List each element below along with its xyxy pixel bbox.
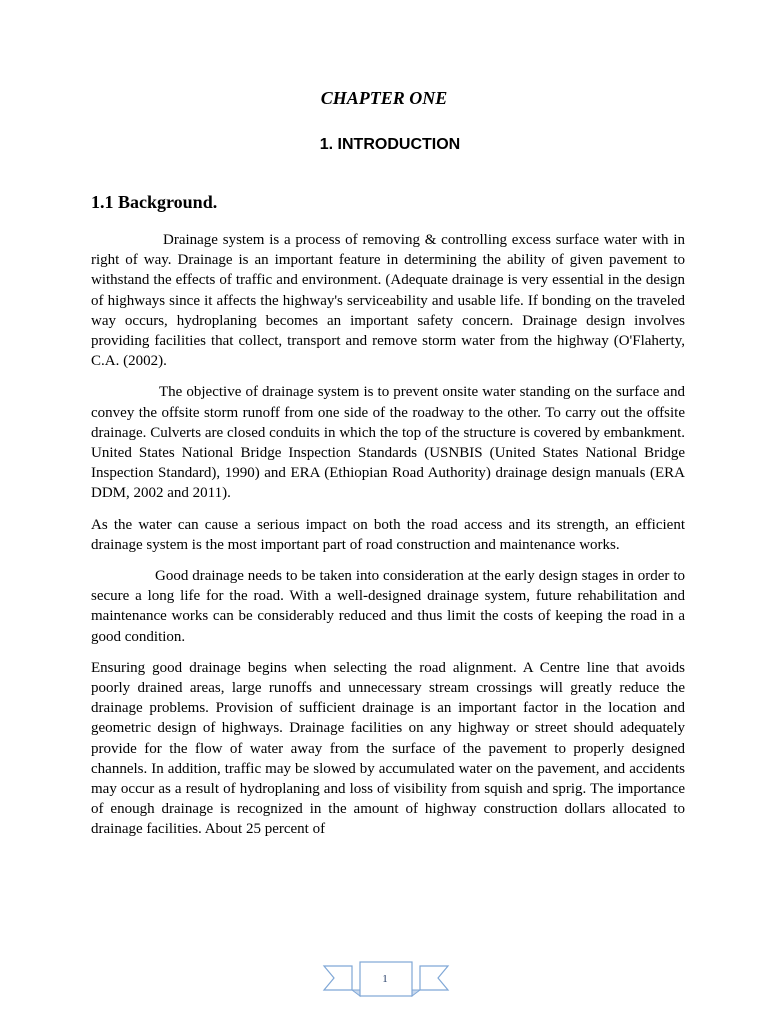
page-number: 1 <box>382 973 388 985</box>
paragraph: Drainage system is a process of removing & controlling excess surface water with in right of way. Drainage is an important feature in determining the ability of given pavement to withstand the effects of traffic and environment. (Adequate drainage is very essential in the design of highways since it affects the highway's serviceability and usable life. If bonding on the traveled way occurs, hydroplaning becomes an important safety concern. Drainage design involves providing facilities that collect, transport and remove storm water from the highway (O'Flaherty, C.A. (2002). <box>91 232 685 370</box>
paragraph: The objective of drainage system is to prevent onsite water standing on the surface and convey the offsite storm runoff from one side of the roadway to the other. To carry out the offsite drainage. Culverts are closed conduits in which the top of the structure is covered by embankment. United States National Bridge Inspection Standards (USNBIS (United States National Bridge Inspection Standard), 1990) and ERA (Ethiopian Road Authority) drainage design manuals (ERA DDM, 2002 and 2011). <box>91 384 685 502</box>
chapter-title: CHAPTER ONE <box>320 88 448 108</box>
subsection-heading: 1.1 Background. <box>91 192 218 212</box>
paragraph: Ensuring good drainage begins when selecting the road alignment. A Centre line that avoids poorly drained areas, large runoffs and unnecessary stream crossings will greatly reduce the drainage problems. Provision of sufficient drainage is an important factor in the location and geometric design of highways. Drainage facilities on any highway or street should adequately provide for the flow of water away from the surface of the pavement to properly designed channels. In addition, traffic may be slowed by accumulated water on the pavement, and accidents may occur as a result of hydroplaning and loss of visibility from squish and sprig. The importance of enough drainage is recognized in the amount of highway construction dollars allocated to drainage facilities. About 25 percent of <box>91 659 685 838</box>
paragraph: Good drainage needs to be taken into consideration at the early design stages in order to secure a long life for the road. With a well-designed drainage system, future rehabilitation and maintenance works can be considerably reduced and thus limit the costs of keeping the road in a good condition. <box>91 568 685 645</box>
paragraph: As the water can cause a serious impact on both the road access and its strength, an efficient drainage system is the most important part of road construction and maintenance works. <box>91 516 685 553</box>
section-heading: 1. INTRODUCTION <box>319 136 461 153</box>
body-text <box>91 230 685 851</box>
